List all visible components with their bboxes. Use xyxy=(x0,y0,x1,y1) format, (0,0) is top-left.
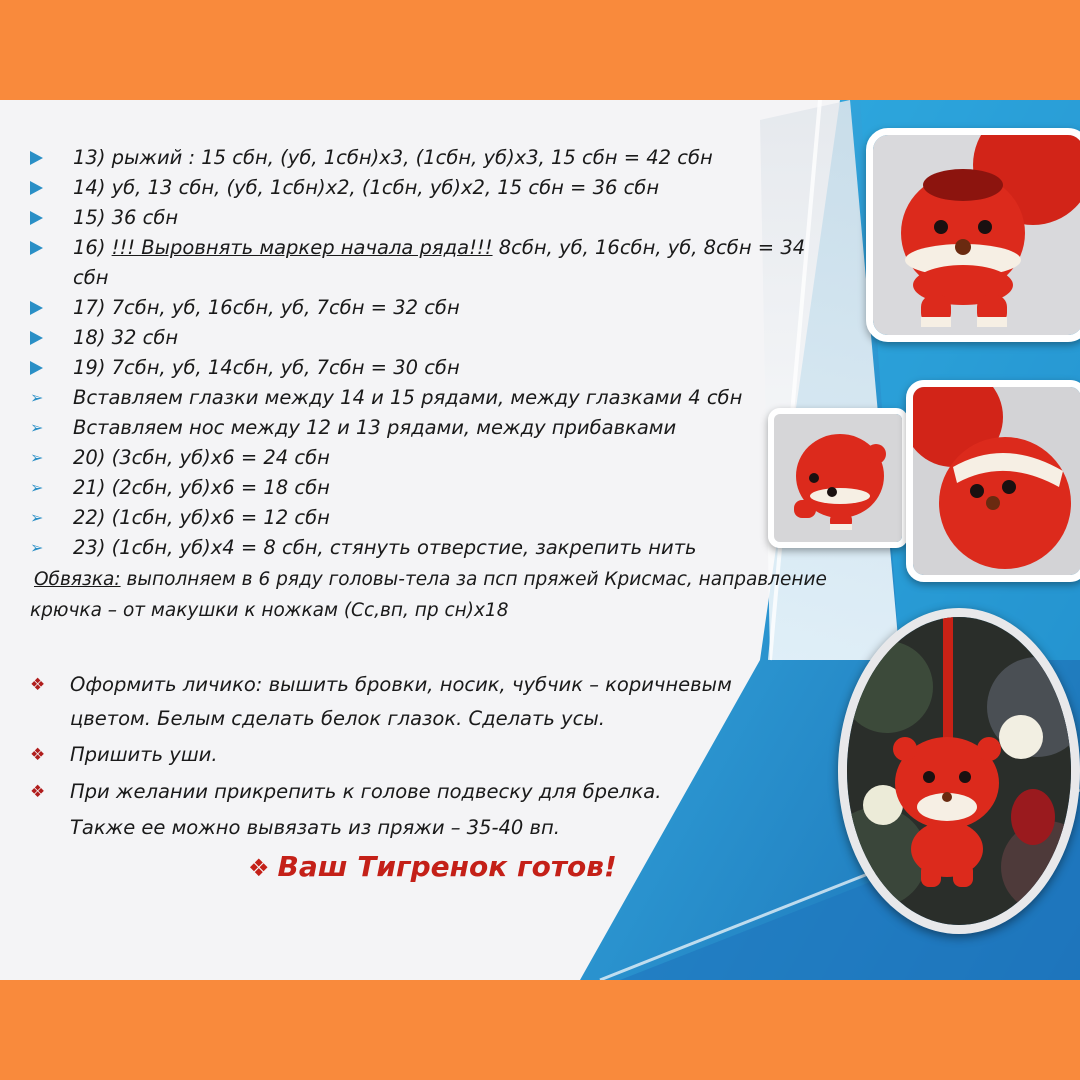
row-20-text: 20) (3сбн, уб)х6 = 24 сбн xyxy=(73,446,330,469)
row-19-text: 19) 7сбн, уб, 14сбн, уб, 7сбн = 30 сбн xyxy=(73,356,460,379)
final-message-text: Ваш Тигренок готов! xyxy=(277,850,617,883)
obvyazka-text-1: выполняем в 6 ряду головы-тела за псп пряжей Крисмас, направление xyxy=(120,569,827,590)
diamond-bullet-icon: ❖ xyxy=(248,854,270,882)
nose-instruction: Вставляем нос между 12 и 13 рядами, между прибавками xyxy=(73,416,677,439)
arrow-bullet-icon: ➢ xyxy=(30,388,44,407)
row-13-text: 13) рыжий : 15 сбн, (уб, 1сбн)х3, (1сбн, уб)х3, 15 сбн = 42 сбн xyxy=(73,146,713,169)
row-16-warning: !!! Выровнять маркер начала ряда!!! xyxy=(111,236,493,259)
triangle-bullet-icon xyxy=(30,203,48,234)
ears-instruction: Пришить уши. xyxy=(70,743,218,766)
row-22-text: 22) (1сбн, уб)х6 = 12 сбн xyxy=(73,506,330,529)
arrow-bullet-icon: ➢ xyxy=(30,508,44,527)
triangle-bullet-icon xyxy=(30,323,48,354)
row-18-text: 18) 32 сбн xyxy=(73,326,179,349)
slide xyxy=(0,100,1080,980)
toy-photo-head xyxy=(866,128,1080,342)
row-23-text: 23) (1сбн, уб)х4 = 8 сбн, стянуть отверстие, закрепить нить xyxy=(73,536,697,559)
row-16-suffix: 8сбн, уб, 16сбн, уб, 8сбн = 34 xyxy=(492,236,806,259)
keychain-instruction-line-2: Также ее можно вывязать из пряжи – 35-40 вп. xyxy=(70,816,560,839)
diamond-bullet-icon: ❖ xyxy=(30,675,46,695)
row-21-text: 21) (2сбн, уб)х6 = 18 сбн xyxy=(73,476,330,499)
keychain-instruction-line-1: При желании прикрепить к голове подвеску для брелка. xyxy=(70,780,662,803)
toy-photo-finished xyxy=(838,608,1080,934)
obvyazka-line-2 xyxy=(30,596,508,626)
arrow-bullet-icon: ➢ xyxy=(30,448,44,467)
face-instruction-line-2: цветом. Белым сделать белок глазок. Сделать усы. xyxy=(70,707,605,730)
diamond-bullet-icon: ❖ xyxy=(30,782,46,802)
triangle-bullet-icon xyxy=(30,233,48,264)
triangle-bullet-icon xyxy=(30,173,48,204)
row-14-text: 14) уб, 13 сбн, (уб, 1сбн)х2, (1сбн, уб)х2, 15 сбн = 36 сбн xyxy=(73,176,660,199)
arrow-bullet-icon: ➢ xyxy=(30,538,44,557)
obvyazka-line-1 xyxy=(34,565,827,595)
row-17-text: 17) 7сбн, уб, 16сбн, уб, 7сбн = 32 сбн xyxy=(73,296,460,319)
row-16-prefix: 16) xyxy=(73,236,112,259)
toy-photo-ball xyxy=(906,380,1080,582)
row-16-text xyxy=(73,233,805,263)
triangle-bullet-icon xyxy=(30,353,48,384)
triangle-bullet-icon xyxy=(30,293,48,324)
row-15-text: 15) 36 сбн xyxy=(73,206,179,229)
triangle-bullet-icon xyxy=(30,143,48,174)
obvyazka-text-2: крючка – от макушки к ножкам (Сс,вп, пр сн)х18 xyxy=(30,600,509,621)
arrow-bullet-icon: ➢ xyxy=(30,418,44,437)
obvyazka-label: Обвязка: xyxy=(34,569,121,590)
diamond-bullet-icon: ❖ xyxy=(30,745,46,765)
row-16-continuation: сбн xyxy=(73,266,109,289)
face-instruction-line-1: Оформить личико: вышить бровки, носик, чубчик – коричневым xyxy=(70,673,732,696)
eyes-instruction: Вставляем глазки между 14 и 15 рядами, между глазками 4 сбн xyxy=(73,386,743,409)
toy-photo-body xyxy=(768,408,908,548)
final-message xyxy=(248,850,617,883)
arrow-bullet-icon: ➢ xyxy=(30,478,44,497)
